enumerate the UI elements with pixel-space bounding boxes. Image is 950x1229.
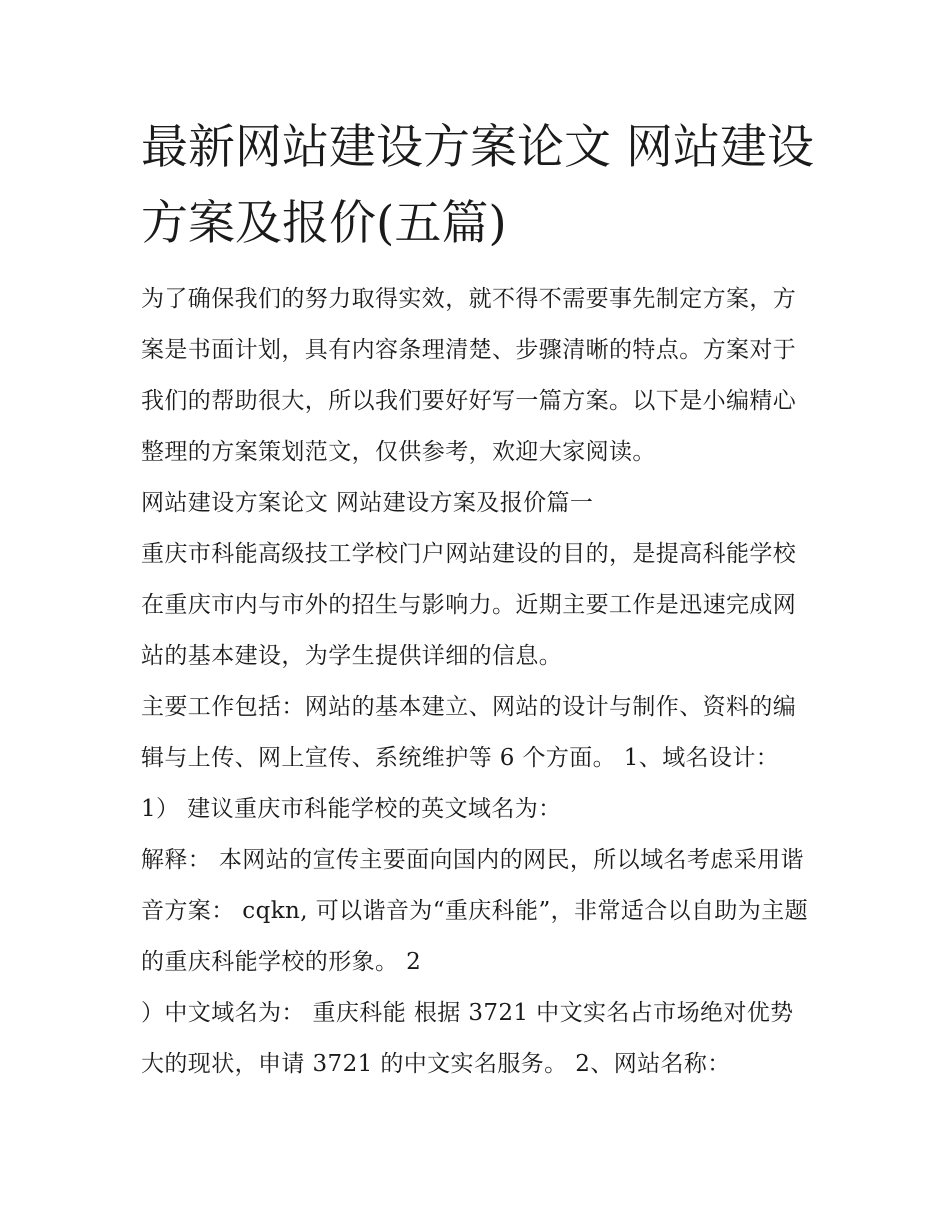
intro-paragraph: 为了确保我们的努力取得实效，就不得不需要事先制定方案，方案是书面计划，具有内容条理清楚、步骤清晰的特点。方案对于我们的帮助很大，所以我们要好好写一篇方案。以下是小编精心整理的方案策划范文，仅供参考，欢迎大家阅读。 xyxy=(141,286,797,465)
body-paragraph: 主要工作包括：网站的基本建立、网站的设计与制作、资料的编辑与上传、网上宣传、系统维护等 6 个方面。 1、域名设计： 1） 建议重庆市科能学校的英文域名为： xyxy=(141,694,797,822)
body-paragraph: 重庆市科能高级技工学校门户网站建设的目的，是提高科能学校在重庆市内与市外的招生与影响力。近期主要工作是迅速完成网站的基本建设，为学生提供详细的信息。 xyxy=(141,541,797,669)
document-page xyxy=(141,110,816,1090)
document-title: 最新网站建设方案论文 网站建设方案及报价(五篇) xyxy=(141,120,814,251)
section-heading: 网站建设方案论文 网站建设方案及报价篇一 xyxy=(141,490,594,516)
body-paragraph: 解释： 本网站的宣传主要面向国内的网民，所以域名考虑采用谐音方案： cqkn, 可以谐音为“重庆科能”，非常适合以自助为主题的重庆科能学校的形象。 2 xyxy=(141,847,809,975)
body-paragraph: ）中文域名为： 重庆科能 根据 3721 中文实名占市场绝对优势大的现状，申请 3721 的中文实名服务。 2、网站名称： xyxy=(141,1000,794,1077)
